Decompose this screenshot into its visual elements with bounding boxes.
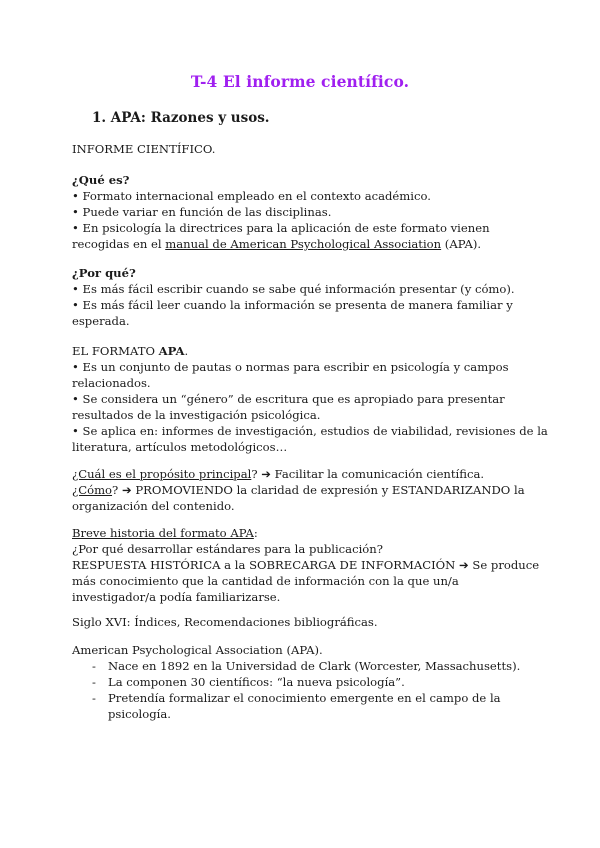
text-segment: ? ➔ Facilitar la comunicación científica. xyxy=(251,467,485,481)
paragraph-line: ¿Por qué desarrollar estándares para la publicación? xyxy=(72,542,383,556)
historia-link[interactable]: Breve historia del formato APA xyxy=(72,526,254,540)
paragraph-line: investigador/a podía familiarizarse. xyxy=(72,590,281,604)
siglo-line: Siglo XVI: Índices, Recomendaciones bibliográficas. xyxy=(72,615,378,629)
list-item: • Se aplica en: informes de investigación, estudios de viabilidad, revisiones de la xyxy=(72,424,548,438)
list-item-continuation: literatura, artículos metodológicos… xyxy=(72,440,288,454)
como-continuation: organización del contenido. xyxy=(72,499,235,513)
list-item: La componen 30 científicos: “la nueva psicología”. xyxy=(108,675,405,689)
list-item: • Puede variar en función de las disciplinas. xyxy=(72,205,332,219)
como-line xyxy=(72,482,525,498)
proposito-link[interactable]: ¿Cuál es el propósito principal xyxy=(72,467,252,481)
apa-assoc-heading: American Psychological Association (APA). xyxy=(72,643,323,657)
proposito-line xyxy=(72,466,484,482)
text-segment: . xyxy=(184,344,189,358)
informe-label: INFORME CIENTÍFICO. xyxy=(72,142,216,156)
dash-bullet: - xyxy=(92,659,96,673)
list-item: • En psicología la directrices para la aplicación de este formato vienen xyxy=(72,221,490,235)
text-segment-bold: APA xyxy=(158,344,185,358)
paragraph-line: más conocimiento que la cantidad de información con la que un/a xyxy=(72,574,459,588)
page-title: T-4 El informe científico. xyxy=(190,72,410,91)
list-item-continuation: esperada. xyxy=(72,314,130,328)
que-es-heading: ¿Qué es? xyxy=(72,173,130,187)
formato-label xyxy=(72,343,188,359)
list-item: • Es un conjunto de pautas o normas para escribir en psicología y campos xyxy=(72,360,509,374)
apa-manual-link[interactable]: manual de American Psychological Association xyxy=(165,237,442,251)
historia-heading xyxy=(72,525,258,541)
list-item: Nace en 1892 en la Universidad de Clark (Worcester, Massachusetts). xyxy=(108,659,521,673)
list-item-continuation xyxy=(72,236,481,252)
text-segment: ? ➔ PROMOVIENDO la claridad de expresión y ESTANDARIZANDO la xyxy=(112,483,525,497)
list-item-continuation: resultados de la investigación psicológica. xyxy=(72,408,321,422)
text-segment: (APA). xyxy=(441,237,482,251)
por-que-heading: ¿Por qué? xyxy=(72,266,136,280)
paragraph-line: RESPUESTA HISTÓRICA a la SOBRECARGA DE INFORMACIÓN ➔ Se produce xyxy=(72,558,540,572)
list-item: • Es más fácil leer cuando la información se presenta de manera familiar y xyxy=(72,298,513,312)
text-segment: EL FORMATO xyxy=(72,344,159,358)
text-segment: : xyxy=(253,526,258,540)
como-link[interactable]: ¿Cómo xyxy=(72,483,113,497)
dash-bullet: - xyxy=(92,691,96,705)
list-item-continuation: relacionados. xyxy=(72,376,151,390)
section-heading: 1. APA: Razones y usos. xyxy=(92,110,270,126)
dash-bullet: - xyxy=(92,675,96,689)
list-item-continuation: psicología. xyxy=(108,707,171,721)
list-item: • Se considera un “género” de escritura que es apropiado para presentar xyxy=(72,392,505,406)
list-item: • Formato internacional empleado en el contexto académico. xyxy=(72,189,431,203)
list-item: Pretendía formalizar el conocimiento emergente en el campo de la xyxy=(108,691,501,705)
text-segment: recogidas en el xyxy=(72,237,166,251)
list-item: • Es más fácil escribir cuando se sabe qué información presentar (y cómo). xyxy=(72,282,515,296)
